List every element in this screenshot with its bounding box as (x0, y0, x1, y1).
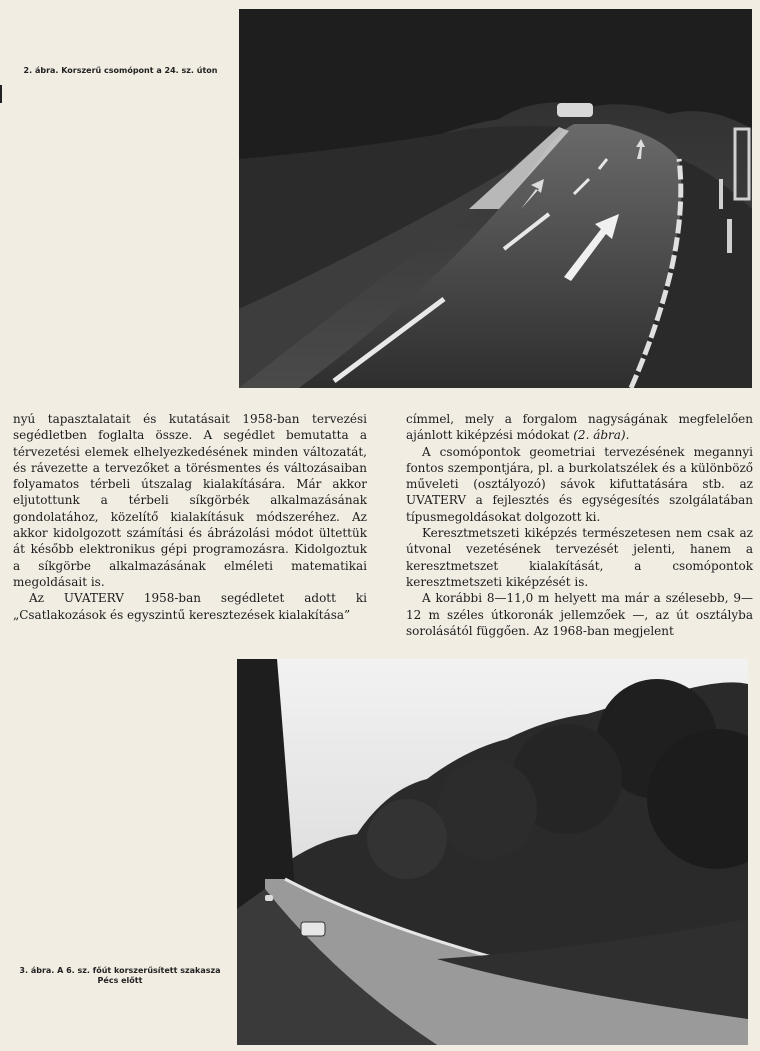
figure-reference: (2. ábra). (573, 428, 630, 443)
page-edge-mark (0, 85, 2, 103)
figure-3-caption: 3. ábra. A 6. sz. főút korszerűsített szakasza Pécs előtt (19, 966, 221, 985)
figure-2-caption: 2. ábra. Korszerű csomópont a 24. sz. úton (23, 66, 218, 75)
right-paragraph-3: Keresztmetszeti kiképzés természetesen nem csak az útvonal vezetésének tervezését jelenti, hanem a keresztmetszet kialakítását, a csomópontok keresztmetszeti kiképzését is. (406, 526, 753, 589)
left-text-column (13, 411, 367, 623)
figure-2-photo (239, 9, 752, 388)
right-paragraph-1 (406, 411, 753, 444)
left-paragraph-1: nyú tapasztalatait és kutatásait 1958-ban tervezési segédletben foglalta össze. A segédlet bemutatta a térvezetési elemek elhelyezkedésének minden változatát, és rávezette a tervezőket a törésmentes és változásaiban folyamatos térbeli útszalag kialakítására. Már akkor eljutottunk a térbeli síkgörbék alkalmazásának gondolatához, közelítő kialakításuk módszeréhez. Az akkor kidolgozott számítási és ábrázolási módot ültettük át később elektronikus gépi programozásra. Kidolgoztuk a síkgörbe alkalmazásának elméleti matematikai megoldásait is. (13, 412, 367, 589)
left-paragraph-2: Az UVATERV 1958-ban segédletet adott ki „Csatlakozások és egyszintű keresztezések kialakítása” (13, 591, 367, 622)
right-paragraph-4: A korábbi 8—11,0 m helyett ma már a szélesebb, 9—12 m széles útkoronák jellemzőek —, az út osztályba sorolásától függően. Az 1968-ban megjelent (406, 591, 753, 638)
right-paragraph-2: A csomópontok geometriai tervezésének megannyi fontos szempontjára, pl. a burkolatszélek és a különböző műveleti (osztályozó) sávok kifuttatására stb. az UVATERV a fejlesztés és egységesítés szolgálatában típusmegoldásokat dolgozott ki. (406, 444, 753, 524)
right-text-column (406, 411, 753, 639)
right-paragraph-1-text: címmel, mely a forgalom nagyságának megfelelően ajánlott kiképzési módokat (406, 412, 753, 443)
figure-3-photo (237, 659, 748, 1045)
